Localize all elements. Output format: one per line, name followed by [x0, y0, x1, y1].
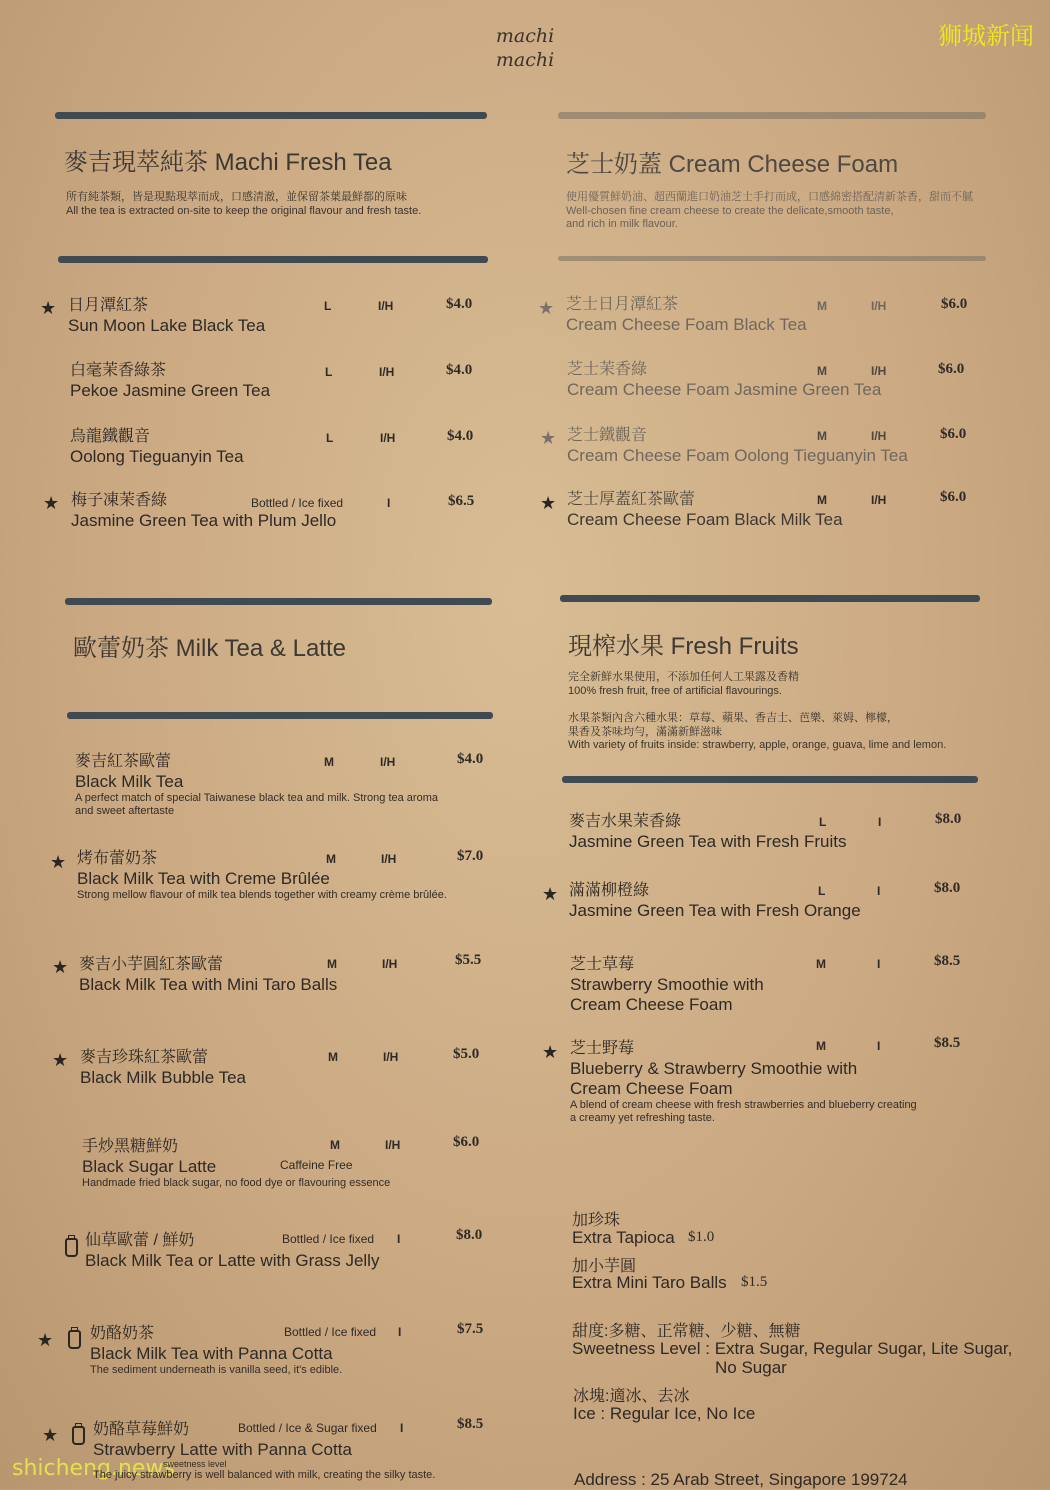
item-size: L — [326, 431, 334, 445]
item-temp: I/H — [380, 431, 396, 445]
item-temp: I/H — [378, 299, 394, 313]
item-price: $4.0 — [446, 362, 473, 378]
item-price: $6.0 — [941, 296, 968, 312]
divider — [562, 776, 978, 783]
section-title-fresh-tea: 麥吉現萃純茶 Machi Fresh Tea — [64, 149, 392, 176]
fruits-intro-en2: With variety of fruits inside: strawberry, apple, orange, guava, lime and lemon. — [568, 739, 947, 751]
item-temp: I — [397, 1232, 401, 1246]
divider — [67, 712, 493, 719]
item-name-en: Black Milk Tea with Creme Brûlée — [77, 869, 330, 888]
item-size: M — [817, 299, 827, 313]
item-name-en: Black Milk Tea with Mini Taro Balls — [79, 975, 338, 994]
item-name-en: Cream Cheese Foam Black Milk Tea — [567, 510, 843, 529]
cheese-foam-intro-en2: and rich in milk flavour. — [566, 218, 678, 230]
menu-item[interactable] — [79, 955, 519, 995]
divider — [560, 595, 980, 602]
machi-logo: machi machi — [495, 25, 555, 71]
item-size: M — [816, 957, 826, 971]
menu-item[interactable] — [68, 296, 508, 336]
item-price: $5.0 — [453, 1046, 480, 1062]
sweetness-en: Sweetness Level : Extra Sugar, Regular Sugar, Lite Sugar, — [572, 1339, 1013, 1358]
item-price: $7.0 — [457, 848, 484, 864]
fruits-intro-zh2: 水果茶類內含六種水果：草莓、蘋果、香吉士、芭樂、萊姆、檸檬， — [568, 712, 898, 724]
divider — [58, 256, 488, 263]
item-price: $5.5 — [455, 952, 482, 968]
cheese-foam-intro-en1: Well-chosen fine cream cheese to create the delicate,smooth taste, — [566, 205, 894, 217]
item-note: Caffeine Free — [280, 1158, 353, 1172]
item-temp: I — [878, 815, 882, 829]
extra-taro-price: $1.5 — [741, 1274, 768, 1290]
ice-en: Ice : Regular Ice, No Ice — [573, 1404, 756, 1423]
star-icon: ★ — [540, 493, 557, 513]
bottle-icon — [72, 1426, 85, 1445]
address: Address : 25 Arab Street, Singapore 199724 — [574, 1470, 908, 1489]
item-size: M — [817, 493, 827, 507]
item-size: Bottled / Ice fixed — [251, 496, 344, 510]
item-name-en: Oolong Tieguanyin Tea — [70, 447, 244, 466]
item-name-en: Jasmine Green Tea with Plum Jello — [71, 511, 337, 530]
item-temp: I — [877, 957, 881, 971]
item-price: $4.0 — [446, 296, 473, 312]
item-name-en: Black Sugar Latte — [82, 1157, 217, 1176]
item-price: $6.0 — [940, 489, 967, 505]
item-temp: I/H — [385, 1138, 401, 1152]
item-temp: I/H — [871, 493, 887, 507]
item-temp: I — [387, 496, 391, 510]
item-name-zh: 麥吉水果茉香綠 — [569, 813, 682, 830]
extra-taro-en: Extra Mini Taro Balls — [572, 1273, 727, 1292]
star-icon: ★ — [52, 1050, 69, 1070]
item-temp: I/H — [382, 957, 398, 971]
item-name-en: Cream Cheese Foam Oolong Tieguanyin Tea — [567, 446, 908, 465]
item-name-en: Black Milk Bubble Tea — [80, 1068, 246, 1087]
item-name-zh: 手炒黑糖鮮奶 — [82, 1138, 179, 1155]
item-size: M — [817, 429, 827, 443]
item-size: M — [327, 957, 337, 971]
item-desc: The sediment underneath is vanilla seed, it's edible. — [90, 1364, 343, 1376]
item-desc: A blend of cream cheese with fresh strawberries and blueberry creating — [570, 1099, 917, 1111]
item-name-en: Cream Cheese Foam Jasmine Green Tea — [567, 380, 882, 399]
star-icon: ★ — [542, 1042, 559, 1062]
item-name-zh: 烤布蕾奶茶 — [77, 850, 158, 867]
item-price: $7.5 — [457, 1321, 484, 1337]
extra-tapioca-en: Extra Tapioca — [572, 1228, 675, 1247]
item-name-en: Black Milk Tea — [75, 772, 184, 791]
item-name-en: Cream Cheese Foam Black Tea — [566, 315, 807, 334]
item-price: $6.0 — [940, 426, 967, 442]
star-icon: ★ — [542, 884, 559, 904]
sweetness-en-2: No Sugar — [715, 1358, 787, 1377]
star-icon: ★ — [42, 1425, 59, 1445]
item-name-zh: 滿滿柳橙綠 — [569, 882, 650, 899]
fruits-intro-zh1: 完全新鮮水果使用，不添加任何人工果露及香精 — [568, 671, 799, 683]
item-desc: A perfect match of special Taiwanese black tea and milk. Strong tea aroma — [75, 792, 438, 804]
item-temp: I/H — [871, 299, 887, 313]
item-name-zh: 芝士茉香綠 — [567, 361, 648, 378]
section-title-cheese-foam: 芝士奶蓋 Cream Cheese Foam — [566, 151, 899, 178]
item-size: Bottled / Ice & Sugar fixed — [238, 1421, 377, 1435]
section-title-milk-tea: 歐蕾奶茶 Milk Tea & Latte — [73, 635, 346, 662]
ice-zh: 冰塊:適冰、去冰 — [573, 1388, 690, 1405]
star-icon: ★ — [43, 493, 60, 513]
item-name-en: Black Milk Tea with Panna Cotta — [90, 1344, 333, 1363]
item-price: $8.0 — [934, 880, 961, 896]
item-size: Bottled / Ice fixed — [282, 1232, 375, 1246]
divider — [558, 112, 986, 119]
item-size: M — [326, 852, 336, 866]
item-desc-2: The juicy strawberry is well balanced with milk, creating the silky taste. — [93, 1469, 436, 1481]
item-size: L — [818, 884, 826, 898]
fruits-intro-en1: 100% fresh fruit, free of artificial flavourings. — [568, 685, 782, 697]
star-icon: ★ — [37, 1330, 54, 1350]
item-name-zh: 烏龍鐵觀音 — [70, 428, 151, 445]
item-name-zh: 芝士厚蓋紅茶歐蕾 — [567, 491, 696, 508]
item-temp: I/H — [871, 364, 887, 378]
item-temp: I/H — [383, 1050, 399, 1064]
star-icon: ★ — [52, 957, 69, 977]
menu-item[interactable] — [566, 295, 1006, 335]
fresh-tea-intro-zh: 所有純茶類，皆是現點現萃而成，口感清澈，並保留茶葉最鮮都的原味 — [66, 191, 407, 203]
item-name-en-2: Cream Cheese Foam — [570, 1079, 733, 1098]
item-temp: I/H — [380, 755, 396, 769]
item-price: $8.0 — [935, 811, 962, 827]
menu-item[interactable] — [77, 849, 517, 902]
item-size: M — [330, 1138, 340, 1152]
item-name-en: Jasmine Green Tea with Fresh Fruits — [569, 832, 847, 851]
item-name-en: Sun Moon Lake Black Tea — [68, 316, 266, 335]
menu-item[interactable] — [70, 361, 510, 401]
cheese-foam-intro-zh: 使用優質鮮奶油、超西蘭進口奶油芝士手打而成，口感綿密搭配清新茶香，甜而不膩 — [566, 191, 973, 203]
item-size: Bottled / Ice fixed — [284, 1325, 377, 1339]
item-price: $8.5 — [457, 1416, 484, 1432]
item-price: $8.5 — [934, 1035, 961, 1051]
item-price: $4.0 — [447, 428, 474, 444]
bottle-icon — [68, 1330, 81, 1349]
item-size: L — [324, 299, 332, 313]
item-temp: I/H — [871, 429, 887, 443]
item-temp: I — [398, 1325, 402, 1339]
item-name-zh: 芝士鐵觀音 — [567, 427, 648, 444]
item-price: $8.0 — [456, 1227, 483, 1243]
star-icon: ★ — [40, 298, 57, 318]
item-size: M — [817, 364, 827, 378]
item-name-zh: 奶酪奶茶 — [90, 1325, 155, 1342]
item-size: M — [324, 755, 334, 769]
item-name-zh: 白毫茉香綠茶 — [70, 362, 167, 379]
item-price: $4.0 — [457, 751, 484, 767]
item-size: L — [325, 365, 333, 379]
item-desc: Handmade fried black sugar, no food dye or flavouring essence — [82, 1177, 391, 1189]
item-temp: I/H — [381, 852, 397, 866]
bottle-icon — [65, 1238, 78, 1257]
item-name-zh: 麥吉珍珠紅茶歐蕾 — [80, 1049, 209, 1066]
item-name-zh: 麥吉紅茶歐蕾 — [75, 753, 172, 770]
item-name-en: Strawberry Latte with Panna Cotta — [93, 1440, 352, 1459]
menu-item[interactable] — [75, 752, 515, 818]
item-size: M — [816, 1039, 826, 1053]
item-temp: I — [400, 1421, 404, 1435]
sweetness-zh: 甜度:多糖、正常糖、少糖、無糖 — [572, 1323, 801, 1340]
extra-tapioca-price: $1.0 — [688, 1229, 715, 1245]
item-desc-2: a creamy yet refreshing taste. — [570, 1112, 715, 1124]
item-size: L — [819, 815, 827, 829]
star-icon: ★ — [538, 298, 555, 318]
item-name-zh: 奶酪草莓鮮奶 — [93, 1421, 190, 1438]
item-price: $6.0 — [453, 1134, 480, 1150]
item-name-en: Pekoe Jasmine Green Tea — [70, 381, 271, 400]
divider — [558, 256, 986, 261]
item-desc: sweetness level — [163, 1459, 227, 1469]
item-price: $8.5 — [934, 953, 961, 969]
item-name-en: Blueberry & Strawberry Smoothie with — [570, 1059, 858, 1078]
divider — [65, 598, 492, 605]
item-name-en: Strawberry Smoothie with — [570, 975, 764, 994]
item-desc: Strong mellow flavour of milk tea blends together with creamy crème brûlée. — [77, 889, 447, 901]
watermark-top: 狮城新闻 — [938, 22, 1034, 50]
star-icon: ★ — [540, 428, 557, 448]
item-name-zh: 芝士日月潭紅茶 — [566, 296, 679, 313]
section-title-fresh-fruits: 現榨水果 Fresh Fruits — [568, 633, 799, 660]
divider — [55, 112, 487, 119]
item-name-zh: 日月潭紅茶 — [68, 297, 149, 314]
item-temp: I — [877, 884, 881, 898]
item-name-zh: 芝士草莓 — [570, 956, 635, 973]
extra-tapioca-zh: 加珍珠 — [572, 1212, 621, 1229]
watermark-bottom: shicheng.news — [12, 1456, 175, 1481]
item-price: $6.0 — [938, 361, 965, 377]
item-size: M — [328, 1050, 338, 1064]
fresh-tea-intro-en: All the tea is extracted on-site to keep the original flavour and fresh taste. — [66, 205, 422, 217]
item-name-zh: 芝士野莓 — [570, 1040, 635, 1057]
item-price: $6.5 — [448, 493, 475, 509]
item-temp: I/H — [379, 365, 395, 379]
item-name-en: Black Milk Tea or Latte with Grass Jelly — [85, 1251, 380, 1270]
item-desc-2: and sweet aftertaste — [75, 805, 175, 817]
item-name-zh: 麥吉小芋圓紅茶歐蕾 — [79, 956, 224, 973]
item-name-en: Jasmine Green Tea with Fresh Orange — [569, 901, 861, 920]
item-name-zh: 仙草歐蕾 / 鮮奶 — [85, 1232, 195, 1249]
item-name-zh: 梅子凍茉香綠 — [71, 492, 168, 509]
item-name-en-2: Cream Cheese Foam — [570, 995, 733, 1014]
fruits-intro-zh3: 果香及茶味均勻，滿滿新鮮滋味 — [568, 726, 722, 738]
menu-item[interactable] — [70, 427, 510, 467]
extra-taro-zh: 加小芋圓 — [572, 1258, 637, 1275]
item-temp: I — [877, 1039, 881, 1053]
star-icon: ★ — [50, 852, 67, 872]
